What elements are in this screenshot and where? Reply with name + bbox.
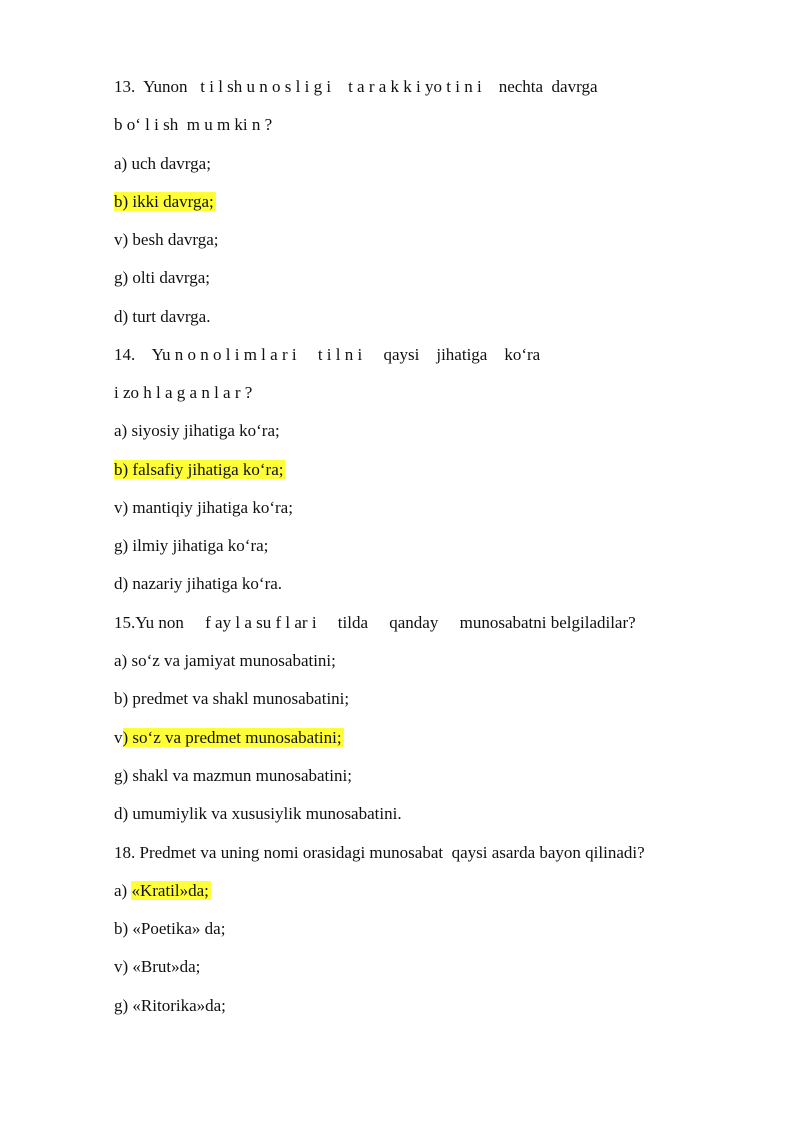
question-15-option-b: b) predmet va shakl munosabatini; <box>114 689 350 708</box>
question-15-option-d: d) umumiylik va xususiylik munosabatini. <box>114 804 402 823</box>
question-18-option-g: g) «Ritorika»da; <box>114 996 226 1015</box>
question-13-option-d: d) turt davrga. <box>114 307 211 326</box>
question-13-option-b <box>114 191 216 213</box>
question-14-option-b <box>114 459 285 481</box>
question-13-line-1: 13. Yunon t i l sh u n o s l i g i t a r a k k i yo t i n i nechta davrga <box>114 77 598 96</box>
highlighted-answer: «Kratil»da; <box>131 881 209 900</box>
question-13-option-v: v) besh davrga; <box>114 230 219 249</box>
question-15-option-g: g) shakl va mazmun munosabatini; <box>114 766 352 785</box>
question-18-option-v: v) «Brut»da; <box>114 957 201 976</box>
question-15-line-1: 15.Yu non f ay l a su f l ar i tilda qanday munosabatni belgiladilar? <box>114 613 636 632</box>
question-13-option-a: a) uch davrga; <box>114 154 211 173</box>
option-prefix: a) <box>114 881 132 900</box>
question-13-line-2: b o‘ l i sh m u m ki n ? <box>114 115 273 134</box>
question-18-option-b: b) «Poetika» da; <box>114 919 226 938</box>
question-14-option-v: v) mantiqiy jihatiga ko‘ra; <box>114 498 293 517</box>
question-15-option-v <box>114 727 344 749</box>
question-18-option-a <box>114 880 211 902</box>
question-13-option-g: g) olti davrga; <box>114 268 210 287</box>
highlighted-answer: b) falsafiy jihatiga ko‘ra; <box>114 460 284 479</box>
question-15-option-a: a) so‘z va jamiyat munosabatini; <box>114 651 336 670</box>
option-prefix: v <box>114 728 123 747</box>
question-14-option-g: g) ilmiy jihatiga ko‘ra; <box>114 536 269 555</box>
highlighted-answer: b) ikki davrga; <box>114 192 214 211</box>
highlighted-answer: ) so‘z va predmet munosabatini; <box>122 728 342 747</box>
question-18-line-1: 18. Predmet va uning nomi orasidagi munosabat qaysi asarda bayon qilinadi? <box>114 843 645 862</box>
question-14-line-2: i zo h l a g a n l a r ? <box>114 383 253 402</box>
question-14-option-a: a) siyosiy jihatiga ko‘ra; <box>114 421 280 440</box>
question-14-option-d: d) nazariy jihatiga ko‘ra. <box>114 574 283 593</box>
question-14-line-1: 14. Yu n o n o l i m l a r i t i l n i qaysi jihatiga ko‘ra <box>114 345 541 364</box>
